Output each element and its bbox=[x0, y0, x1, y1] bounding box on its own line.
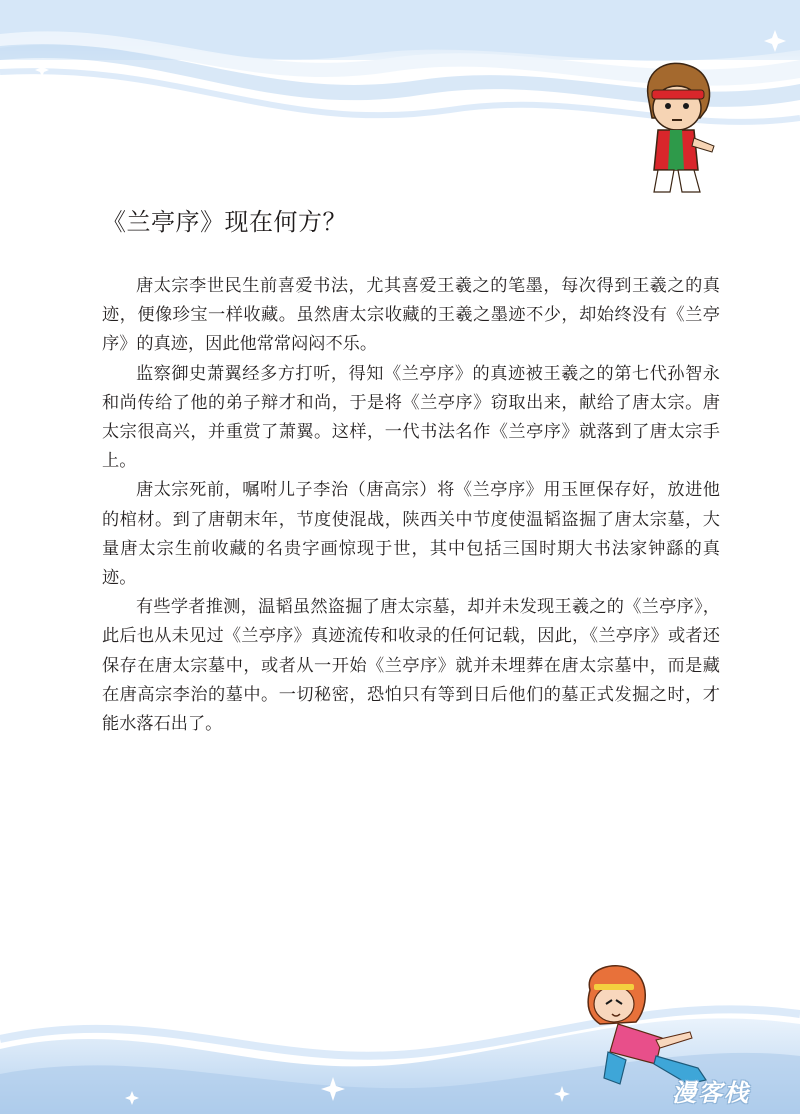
article-body bbox=[102, 272, 720, 739]
article-title: 《兰亭序》现在何方？ bbox=[102, 208, 347, 236]
paragraph: 唐太宗李世民生前喜爱书法，尤其喜爱王羲之的笔墨，每次得到王羲之的真迹，便像珍宝一样收藏。虽然唐太宗收藏的王羲之墨迹不少，却始终没有《兰亭序》的真迹，因此他常常闷闷不乐。 bbox=[102, 276, 720, 355]
girl-mascot-icon bbox=[570, 960, 720, 1090]
site-logo-icon bbox=[672, 1078, 790, 1108]
paragraph: 唐太宗死前，嘱咐儿子李治（唐高宗）将《兰亭序》用玉匣保存好，放进他的棺材。到了唐朝末年，节度使混战，陕西关中节度使温韬盗掘了唐太宗墓，大量唐太宗生前收藏的名贵字画惊现于世，其中包括三国时期大书法家钟繇的真迹。 bbox=[102, 480, 720, 589]
watermark-text: 漫客栈 bbox=[672, 1079, 750, 1107]
paragraph: 监察御史萧翼经多方打听，得知《兰亭序》的真迹被王羲之的第七代孙智永和尚传给了他的弟子辩才和尚，于是将《兰亭序》窃取出来，献给了唐太宗。唐太宗很高兴，并重赏了萧翼。这样，一代书法名作《兰亭序》就落到了唐太宗手上。 bbox=[102, 363, 720, 472]
boy-mascot-icon bbox=[630, 58, 720, 198]
paragraph: 有些学者推测，温韬虽然盗掘了唐太宗墓，却并未发现王羲之的《兰亭序》，此后也从未见过《兰亭序》真迹流传和收录的任何记载，因此，《兰亭序》或者还保存在唐太宗墓中，或者从一开始《兰亭序》就并未埋葬在唐太宗墓中，而是藏在唐高宗李治的墓中。一切秘密，恐怕只有等到日后他们的墓正式发掘之时，才能水落石出了。 bbox=[102, 597, 720, 735]
